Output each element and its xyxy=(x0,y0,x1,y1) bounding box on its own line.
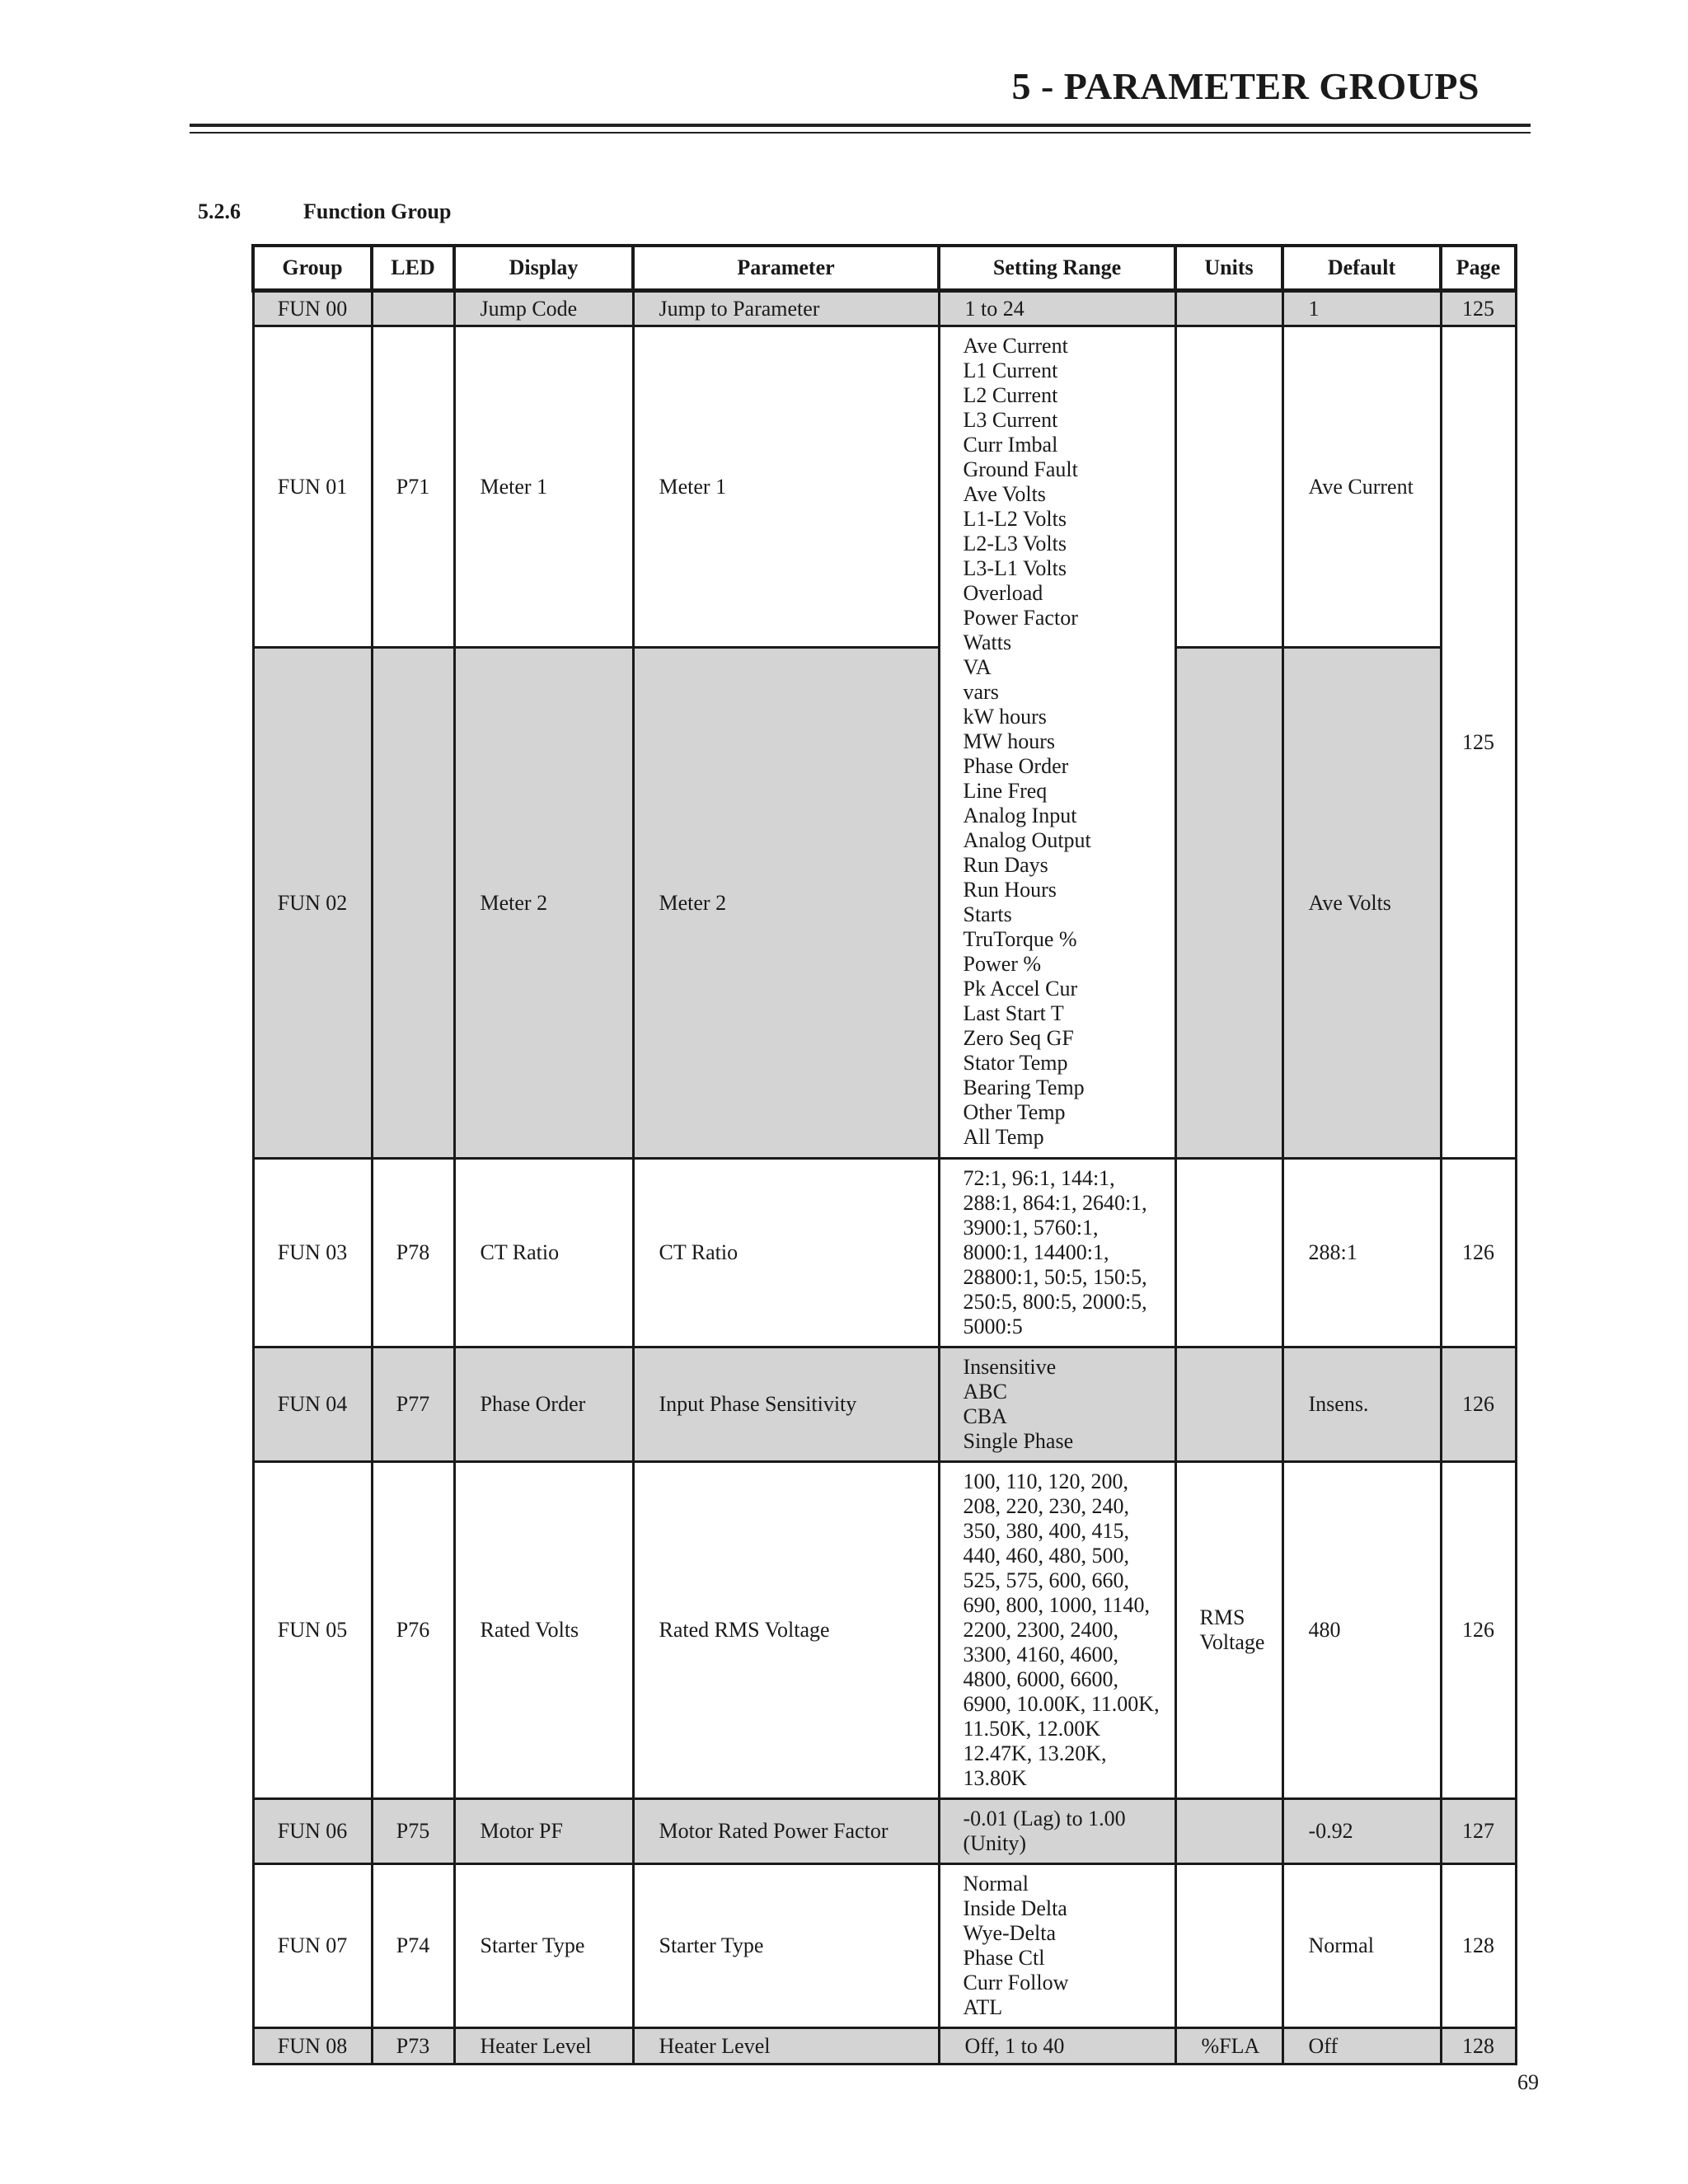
range-option: 4800, 6000, 6600, xyxy=(963,1667,1118,1691)
units-cell xyxy=(1175,648,1282,1159)
range-option: MW hours xyxy=(963,729,1055,753)
default-cell: Normal xyxy=(1282,1864,1441,2028)
range-option: 440, 460, 480, 500, xyxy=(963,1544,1129,1568)
function-group-table xyxy=(251,244,1517,2065)
range-option: VA xyxy=(963,655,992,679)
range-option: Ave Current xyxy=(963,334,1068,358)
column-header: LED xyxy=(372,246,454,291)
range-option: 13.80K xyxy=(963,1766,1027,1790)
range-option: -0.01 (Lag) to 1.00 xyxy=(963,1807,1126,1830)
range-option: L1-L2 Volts xyxy=(963,507,1067,531)
range-option: Run Hours xyxy=(963,878,1057,902)
range-cell xyxy=(939,1159,1175,1347)
table-row xyxy=(253,648,1516,1159)
header-rule xyxy=(190,124,1531,127)
range-cell xyxy=(939,1462,1175,1799)
default-cell: 288:1 xyxy=(1282,1159,1441,1347)
column-header: Default xyxy=(1282,246,1441,291)
range-option: 525, 575, 600, 660, xyxy=(963,1568,1129,1592)
range-option: Ground Fault xyxy=(963,457,1078,481)
section-number: 5.2.6 xyxy=(198,199,241,223)
column-header: Parameter xyxy=(633,246,939,291)
range-option: Inside Delta xyxy=(963,1896,1067,1920)
range-option: Last Start T xyxy=(963,1001,1064,1025)
units-cell: %FLA xyxy=(1175,2028,1282,2064)
range-cell xyxy=(939,1864,1175,2028)
parameter-cell: CT Ratio xyxy=(633,1159,939,1347)
range-option: 690, 800, 1000, 1140, xyxy=(963,1593,1151,1617)
column-header: Group xyxy=(253,246,372,291)
table-row xyxy=(253,1462,1516,1799)
led-cell xyxy=(372,648,454,1159)
led-cell: P76 xyxy=(372,1462,454,1799)
range-option: Zero Seq GF xyxy=(963,1026,1074,1050)
range-cell xyxy=(939,326,1175,1159)
table-row xyxy=(253,1159,1516,1347)
group-cell: FUN 01 xyxy=(253,326,372,648)
range-option: L1 Current xyxy=(963,359,1058,382)
group-cell: FUN 02 xyxy=(253,648,372,1159)
page-cell: 126 xyxy=(1441,1159,1516,1347)
range-option: (Unity) xyxy=(963,1831,1027,1855)
range-option: CBA xyxy=(963,1404,1007,1428)
range-cell: Off, 1 to 40 xyxy=(939,2028,1175,2064)
range-option: 288:1, 864:1, 2640:1, xyxy=(963,1191,1147,1215)
display-cell: Phase Order xyxy=(454,1347,633,1462)
range-option: Phase Order xyxy=(963,754,1069,778)
led-cell xyxy=(372,291,454,326)
range-option: Run Days xyxy=(963,853,1048,877)
page-cell: 127 xyxy=(1441,1799,1516,1864)
range-option: 6900, 10.00K, 11.00K, xyxy=(963,1692,1160,1716)
units-cell xyxy=(1175,1799,1282,1864)
range-option: ABC xyxy=(963,1380,1007,1404)
default-cell: 480 xyxy=(1282,1462,1441,1799)
column-header: Display xyxy=(454,246,633,291)
page-number: 69 xyxy=(1517,2070,1539,2094)
range-cell xyxy=(939,1799,1175,1864)
display-cell: Motor PF xyxy=(454,1799,633,1864)
range-option: Watts xyxy=(963,630,1012,654)
range-option: Analog Input xyxy=(963,804,1077,827)
led-cell: P77 xyxy=(372,1347,454,1462)
range-option: 5000:5 xyxy=(963,1315,1023,1338)
group-cell: FUN 05 xyxy=(253,1462,372,1799)
table-header-row xyxy=(253,246,1516,291)
table-row xyxy=(253,2028,1516,2064)
units-cell xyxy=(1175,291,1282,326)
range-option: Overload xyxy=(963,581,1043,605)
page-cell: 125 xyxy=(1441,291,1516,326)
display-cell: CT Ratio xyxy=(454,1159,633,1347)
range-option: Single Phase xyxy=(963,1429,1074,1453)
range-option: All Temp xyxy=(963,1125,1044,1149)
range-option: Line Freq xyxy=(963,779,1048,803)
range-option: Wye-Delta xyxy=(963,1921,1056,1945)
group-cell: FUN 06 xyxy=(253,1799,372,1864)
group-cell: FUN 04 xyxy=(253,1347,372,1462)
default-cell: Ave Volts xyxy=(1282,648,1441,1159)
led-cell: P71 xyxy=(372,326,454,648)
table-row xyxy=(253,1799,1516,1864)
range-option: vars xyxy=(963,680,999,704)
range-cell xyxy=(939,1347,1175,1462)
range-option: Bearing Temp xyxy=(963,1076,1085,1099)
default-cell: Insens. xyxy=(1282,1347,1441,1462)
page-cell: 128 xyxy=(1441,1864,1516,2028)
default-cell: Off xyxy=(1282,2028,1441,2064)
range-option: Curr Imbal xyxy=(963,433,1058,457)
display-cell: Starter Type xyxy=(454,1864,633,2028)
units-cell xyxy=(1175,1347,1282,1462)
range-option: L2 Current xyxy=(963,383,1058,407)
units-cell xyxy=(1175,1159,1282,1347)
display-cell: Rated Volts xyxy=(454,1462,633,1799)
led-cell: P78 xyxy=(372,1159,454,1347)
default-cell: Ave Current xyxy=(1282,326,1441,648)
display-cell: Meter 2 xyxy=(454,648,633,1159)
group-cell: FUN 08 xyxy=(253,2028,372,2064)
page-cell: 125 xyxy=(1441,326,1516,1159)
units-cell xyxy=(1175,326,1282,648)
led-cell: P75 xyxy=(372,1799,454,1864)
range-option: 350, 380, 400, 415, xyxy=(963,1519,1129,1543)
page-cell: 128 xyxy=(1441,2028,1516,2064)
range-option: 250:5, 800:5, 2000:5, xyxy=(963,1290,1147,1314)
table-row xyxy=(253,1347,1516,1462)
default-cell: 1 xyxy=(1282,291,1441,326)
range-option: Pk Accel Cur xyxy=(963,977,1078,1001)
group-cell: FUN 03 xyxy=(253,1159,372,1347)
range-option: Curr Follow xyxy=(963,1971,1069,1994)
units-line: Voltage xyxy=(1199,1630,1265,1654)
table-row xyxy=(253,1864,1516,2028)
parameter-cell: Starter Type xyxy=(633,1864,939,2028)
range-option: 100, 110, 120, 200, xyxy=(963,1469,1129,1493)
table-row xyxy=(253,326,1516,648)
parameter-cell: Jump to Parameter xyxy=(633,291,939,326)
display-cell: Meter 1 xyxy=(454,326,633,648)
range-option: Analog Output xyxy=(963,828,1091,852)
column-header: Setting Range xyxy=(939,246,1175,291)
range-option: 3900:1, 5760:1, xyxy=(963,1216,1099,1240)
range-option: L2-L3 Volts xyxy=(963,532,1067,555)
chapter-title: 5 - PARAMETER GROUPS xyxy=(1011,65,1479,107)
range-option: 8000:1, 14400:1, xyxy=(963,1240,1109,1264)
range-option: Ave Volts xyxy=(963,482,1046,506)
display-cell: Jump Code xyxy=(454,291,633,326)
header-rule-thin xyxy=(190,132,1531,134)
range-option: TruTorque % xyxy=(963,927,1077,951)
range-option: Starts xyxy=(963,902,1012,926)
range-option: Normal xyxy=(963,1872,1029,1896)
range-option: 3300, 4160, 4600, xyxy=(963,1643,1118,1666)
range-option: 11.50K, 12.00K xyxy=(963,1717,1101,1741)
parameter-cell: Meter 1 xyxy=(633,326,939,648)
page-cell: 126 xyxy=(1441,1462,1516,1799)
range-option: Power % xyxy=(963,952,1042,976)
group-cell: FUN 07 xyxy=(253,1864,372,2028)
page-cell: 126 xyxy=(1441,1347,1516,1462)
range-option: kW hours xyxy=(963,705,1047,729)
range-option: 208, 220, 230, 240, xyxy=(963,1494,1129,1518)
led-cell: P73 xyxy=(372,2028,454,2064)
led-cell: P74 xyxy=(372,1864,454,2028)
range-option: Power Factor xyxy=(963,606,1078,630)
range-option: 12.47K, 13.20K, xyxy=(963,1741,1107,1765)
range-option: 2200, 2300, 2400, xyxy=(963,1618,1118,1642)
default-cell: -0.92 xyxy=(1282,1799,1441,1864)
range-option: Other Temp xyxy=(963,1100,1066,1124)
range-option: L3 Current xyxy=(963,408,1058,432)
range-option: L3-L1 Volts xyxy=(963,556,1067,580)
parameter-cell: Rated RMS Voltage xyxy=(633,1462,939,1799)
units-cell xyxy=(1175,1462,1282,1799)
range-option: Stator Temp xyxy=(963,1051,1068,1075)
range-option: Phase Ctl xyxy=(963,1946,1045,1970)
column-header: Units xyxy=(1175,246,1282,291)
section-title: Function Group xyxy=(303,199,452,223)
units-cell xyxy=(1175,1864,1282,2028)
group-cell: FUN 00 xyxy=(253,291,372,326)
parameter-cell: Motor Rated Power Factor xyxy=(633,1799,939,1864)
range-option: 28800:1, 50:5, 150:5, xyxy=(963,1265,1147,1289)
parameter-cell: Meter 2 xyxy=(633,648,939,1159)
parameter-cell: Heater Level xyxy=(633,2028,939,2064)
display-cell: Heater Level xyxy=(454,2028,633,2064)
column-header: Page xyxy=(1441,246,1516,291)
parameter-cell: Input Phase Sensitivity xyxy=(633,1347,939,1462)
range-cell: 1 to 24 xyxy=(939,291,1175,326)
range-option: 72:1, 96:1, 144:1, xyxy=(963,1166,1115,1190)
table-row xyxy=(253,291,1516,326)
range-option: Insensitive xyxy=(963,1355,1057,1379)
units-line: RMS xyxy=(1199,1605,1245,1629)
range-option: ATL xyxy=(963,1995,1003,2019)
